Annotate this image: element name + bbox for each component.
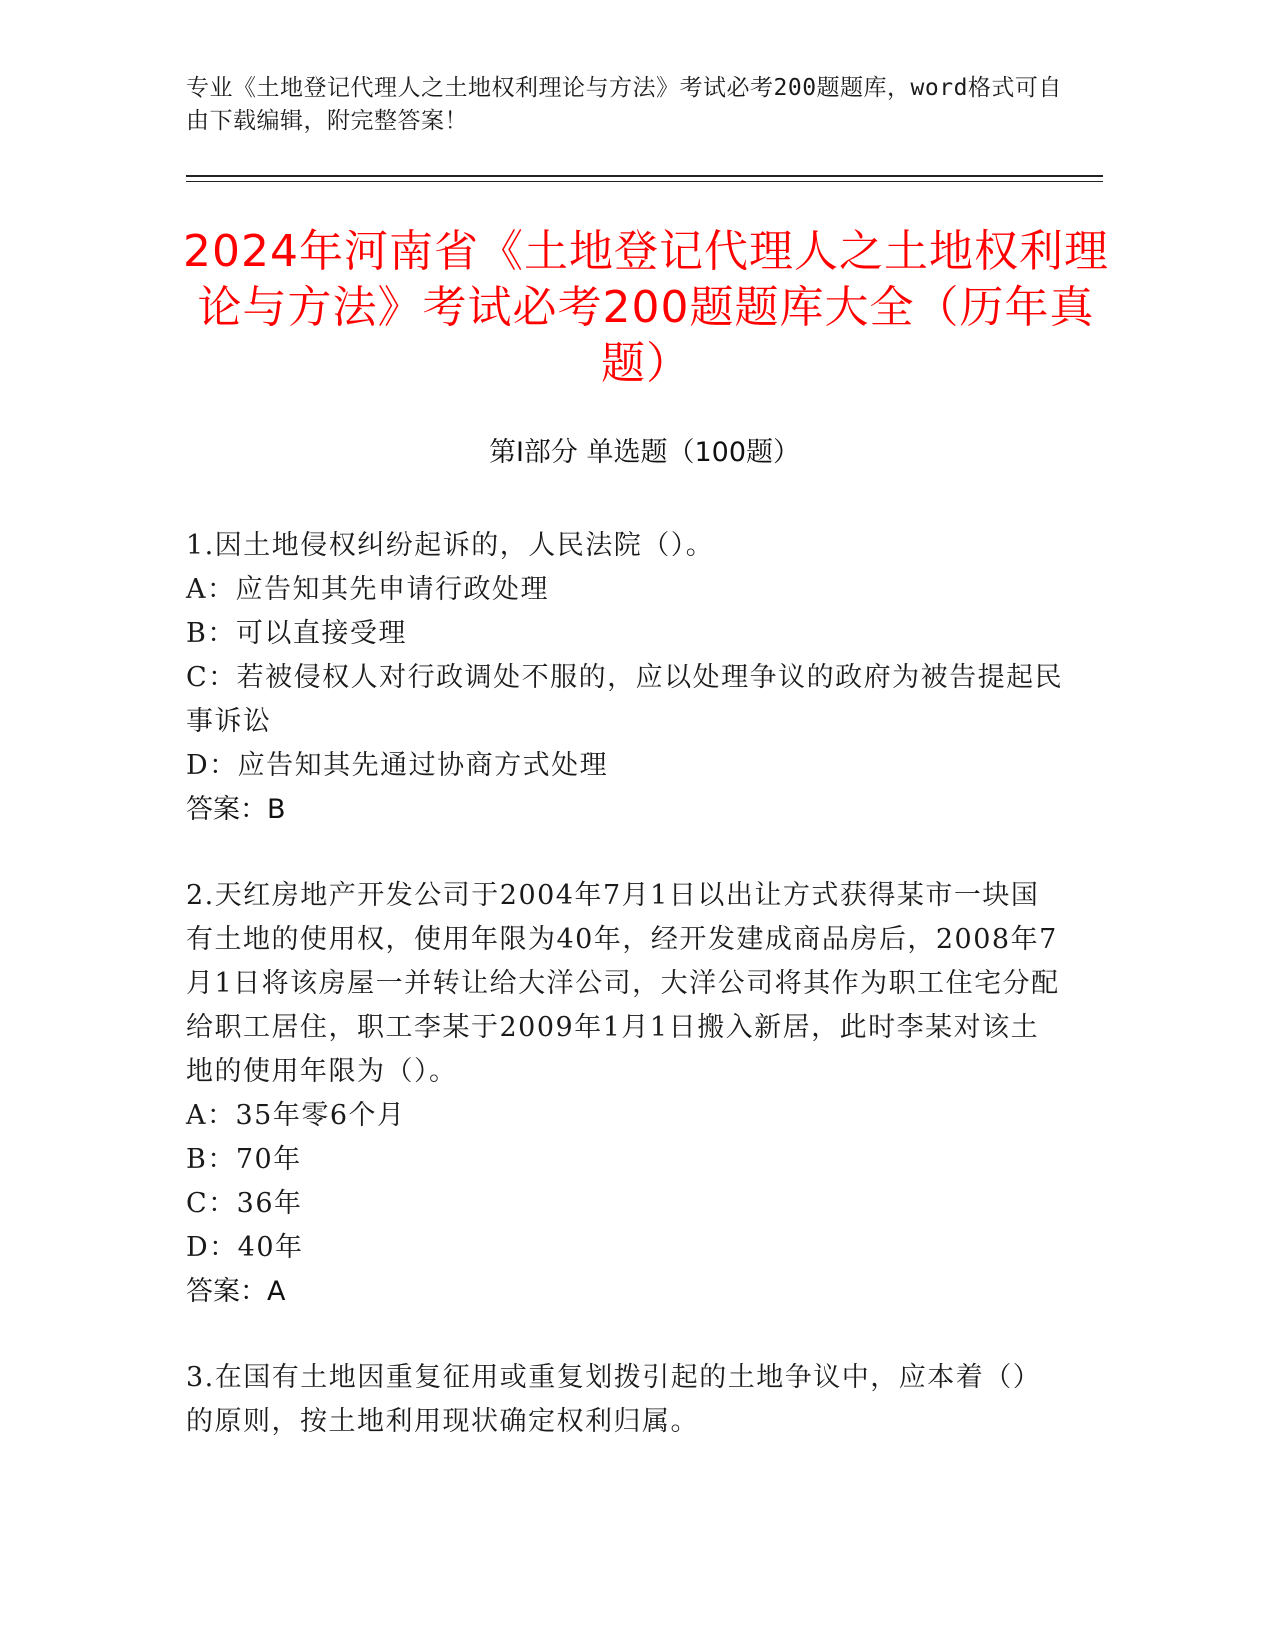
option-d: D：应告知其先通过协商方式处理: [186, 750, 609, 781]
option-c: C：若被侵权人对行政调处不服的，应以处理争议的政府为被告提起民事诉讼: [186, 662, 1064, 737]
option-d: D：40年: [186, 1232, 304, 1263]
question-text: 3.在国有土地因重复征用或重复划拨引起的土地争议中，应本着（）的原则，按土地利用现状确定权利归属。: [186, 1362, 1042, 1437]
document-title: 2024年河南省《土地登记代理人之土地权利理论与方法》考试必考200题题库大全（历年真题）: [183, 226, 1109, 389]
question-text: 2.天红房地产开发公司于2004年7月1日以出让方式获得某市一块国有土地的使用权，使用年限为40年，经开发建成商品房后，2008年7月1日将该房屋一并转让给大洋公司，大洋公司将其作为职工住宅分配给职工居住，职工李某于2009年1月1日搬入新居，此时李某对该土地的使用年限为（）。: [186, 880, 1060, 1087]
option-a: A：应告知其先申请行政处理: [186, 574, 549, 605]
question-1: [186, 524, 1066, 832]
question-3: [186, 1356, 1066, 1444]
option-b: B：70年: [186, 1144, 302, 1175]
question-text: 1.因土地侵权纠纷起诉的，人民法院（）。: [186, 530, 715, 561]
answer: 答案：A: [186, 1276, 286, 1307]
header-divider-thin: [186, 181, 1103, 182]
option-c: C：36年: [186, 1188, 303, 1219]
header-note: 专业《土地登记代理人之土地权利理论与方法》考试必考200题题库，word格式可自由下载编辑，附完整答案！: [186, 75, 1062, 134]
header-divider-thick: [186, 175, 1103, 177]
question-2: [186, 874, 1066, 1314]
question-list: [186, 524, 1066, 1486]
option-b: B：可以直接受理: [186, 618, 407, 649]
section-title: 第Ⅰ部分 单选题（100题）: [488, 437, 801, 468]
option-a: A：35年零6个月: [186, 1100, 406, 1131]
answer: 答案：B: [186, 794, 286, 825]
